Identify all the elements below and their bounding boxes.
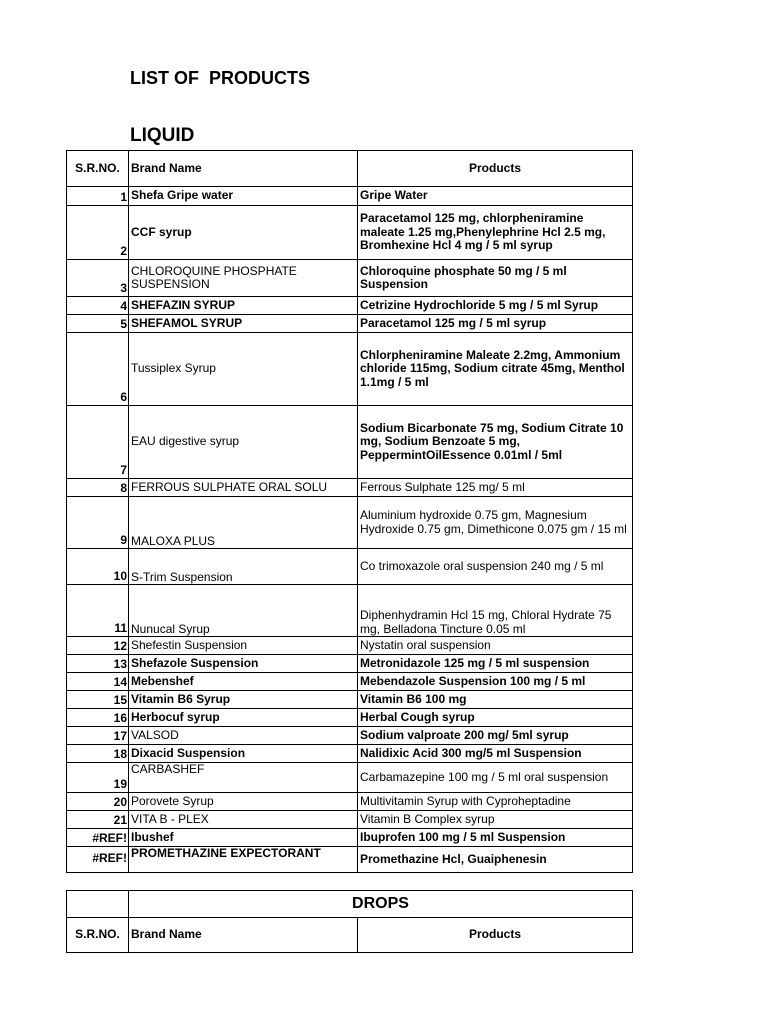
table-row — [67, 333, 633, 406]
header-products: Products — [358, 918, 633, 953]
row-number: 20 — [67, 793, 129, 811]
brand-name-cell: CHLOROQUINE PHOSPHATE SUSPENSION — [129, 260, 358, 297]
row-number: #REF! — [67, 829, 129, 847]
row-number: 11 — [67, 585, 129, 637]
product-cell: Nalidixic Acid 300 mg/5 ml Suspension — [358, 745, 633, 763]
product-cell: Multivitamin Syrup with Cyproheptadine — [358, 793, 633, 811]
brand-name-cell: Dixacid Suspension — [129, 745, 358, 763]
page-title: LIST OF PRODUCTS — [130, 68, 310, 88]
table-row — [67, 673, 633, 691]
liquid-products-table — [66, 150, 633, 873]
product-cell: Cetrizine Hydrochloride 5 mg / 5 ml Syrup — [358, 297, 633, 315]
table-row — [67, 691, 633, 709]
table-row — [67, 479, 633, 497]
row-number: 13 — [67, 655, 129, 673]
table-row — [67, 763, 633, 793]
brand-name-cell: CARBASHEF — [129, 763, 358, 793]
product-cell: Sodium Bicarbonate 75 mg, Sodium Citrate 10 mg, Sodium Benzoate 5 mg, PeppermintOilEssence 0.01ml / 5ml — [358, 406, 633, 479]
table-row — [67, 847, 633, 873]
table-row — [67, 637, 633, 655]
product-cell: Chloroquine phosphate 50 mg / 5 ml Suspension — [358, 260, 633, 297]
brand-name-cell: SHEFAZIN SYRUP — [129, 297, 358, 315]
row-number: 9 — [67, 497, 129, 549]
row-number: 14 — [67, 673, 129, 691]
brand-name-cell: Tussiplex Syrup — [129, 333, 358, 406]
product-cell: Vitamin B Complex syrup — [358, 811, 633, 829]
row-number: 12 — [67, 637, 129, 655]
row-number: #REF! — [67, 847, 129, 873]
product-cell: Chlorpheniramine Maleate 2.2mg, Ammonium chloride 115mg, Sodium citrate 45mg, Menthol 1.1mg / 5 ml — [358, 333, 633, 406]
row-number: 18 — [67, 745, 129, 763]
product-cell: Sodium valproate 200 mg/ 5ml syrup — [358, 727, 633, 745]
brand-name-cell: CCF syrup — [129, 206, 358, 260]
brand-name-cell: MALOXA PLUS — [129, 497, 358, 549]
table-row — [67, 793, 633, 811]
drops-title-row — [67, 891, 633, 918]
brand-name-cell: Vitamin B6 Syrup — [129, 691, 358, 709]
table-row — [67, 260, 633, 297]
row-number: 4 — [67, 297, 129, 315]
product-cell: Ibuprofen 100 mg / 5 ml Suspension — [358, 829, 633, 847]
row-number: 16 — [67, 709, 129, 727]
table-row — [67, 745, 633, 763]
row-number: 10 — [67, 549, 129, 585]
brand-name-cell: Ibushef — [129, 829, 358, 847]
table-row — [67, 655, 633, 673]
row-number: 8 — [67, 479, 129, 497]
brand-name-cell: SHEFAMOL SYRUP — [129, 315, 358, 333]
product-cell: Aluminium hydroxide 0.75 gm, Magnesium Hydroxide 0.75 gm, Dimethicone 0.075 gm / 15 ml — [358, 497, 633, 549]
row-number: 7 — [67, 406, 129, 479]
product-cell: Diphenhydramin Hcl 15 mg, Chloral Hydrate 75 mg, Belladona Tincture 0.05 ml — [358, 585, 633, 637]
brand-name-cell: FERROUS SULPHATE ORAL SOLU — [129, 479, 358, 497]
row-number: 15 — [67, 691, 129, 709]
row-number: 6 — [67, 333, 129, 406]
product-cell: Paracetamol 125 mg, chlorpheniramine maleate 1.25 mg,Phenylephrine Hcl 2.5 mg, Bromhexine Hcl 4 mg / 5 ml syrup — [358, 206, 633, 260]
brand-name-cell: Nunucal Syrup — [129, 585, 358, 637]
product-cell: Mebendazole Suspension 100 mg / 5 ml — [358, 673, 633, 691]
product-cell: Carbamazepine 100 mg / 5 ml oral suspension — [358, 763, 633, 793]
product-cell: Ferrous Sulphate 125 mg/ 5 ml — [358, 479, 633, 497]
brand-name-cell: Shefestin Suspension — [129, 637, 358, 655]
row-number: 1 — [67, 187, 129, 206]
product-cell: Nystatin oral suspension — [358, 637, 633, 655]
drops-products-table — [66, 890, 633, 953]
table-header-row — [67, 918, 633, 953]
table-row — [67, 315, 633, 333]
table-row — [67, 406, 633, 479]
header-products: Products — [358, 151, 633, 187]
drops-title-spacer — [67, 891, 129, 918]
brand-name-cell: Shefa Gripe water — [129, 187, 358, 206]
product-cell: Herbal Cough syrup — [358, 709, 633, 727]
header-srno: S.R.NO. — [67, 918, 129, 953]
brand-name-cell: VITA B - PLEX — [129, 811, 358, 829]
table-row — [67, 187, 633, 206]
brand-name-cell: VALSOD — [129, 727, 358, 745]
table-row — [67, 811, 633, 829]
product-cell: Paracetamol 125 mg / 5 ml syrup — [358, 315, 633, 333]
row-number: 17 — [67, 727, 129, 745]
product-cell: Gripe Water — [358, 187, 633, 206]
brand-name-cell: EAU digestive syrup — [129, 406, 358, 479]
brand-name-cell: S-Trim Suspension — [129, 549, 358, 585]
product-cell: Metronidazole 125 mg / 5 ml suspension — [358, 655, 633, 673]
brand-name-cell: Porovete Syrup — [129, 793, 358, 811]
table-row — [67, 549, 633, 585]
row-number: 5 — [67, 315, 129, 333]
brand-name-cell: PROMETHAZINE EXPECTORANT — [129, 847, 358, 873]
row-number: 3 — [67, 260, 129, 297]
table-row — [67, 709, 633, 727]
header-srno: S.R.NO. — [67, 151, 129, 187]
row-number: 21 — [67, 811, 129, 829]
brand-name-cell: Herbocuf syrup — [129, 709, 358, 727]
section-title-liquid: LIQUID — [130, 125, 195, 146]
table-row — [67, 727, 633, 745]
brand-name-cell: Shefazole Suspension — [129, 655, 358, 673]
header-brand-name: Brand Name — [129, 918, 358, 953]
table-header-row — [67, 151, 633, 187]
table-row — [67, 297, 633, 315]
table-row — [67, 585, 633, 637]
table-row — [67, 829, 633, 847]
table-row — [67, 206, 633, 260]
table-row — [67, 497, 633, 549]
row-number: 19 — [67, 763, 129, 793]
header-brand-name: Brand Name — [129, 151, 358, 187]
product-cell: Co trimoxazole oral suspension 240 mg / 5 ml — [358, 549, 633, 585]
section-title-drops: DROPS — [129, 891, 633, 918]
brand-name-cell: Mebenshef — [129, 673, 358, 691]
product-cell: Vitamin B6 100 mg — [358, 691, 633, 709]
row-number: 2 — [67, 206, 129, 260]
product-cell: Promethazine Hcl, Guaiphenesin — [358, 847, 633, 873]
